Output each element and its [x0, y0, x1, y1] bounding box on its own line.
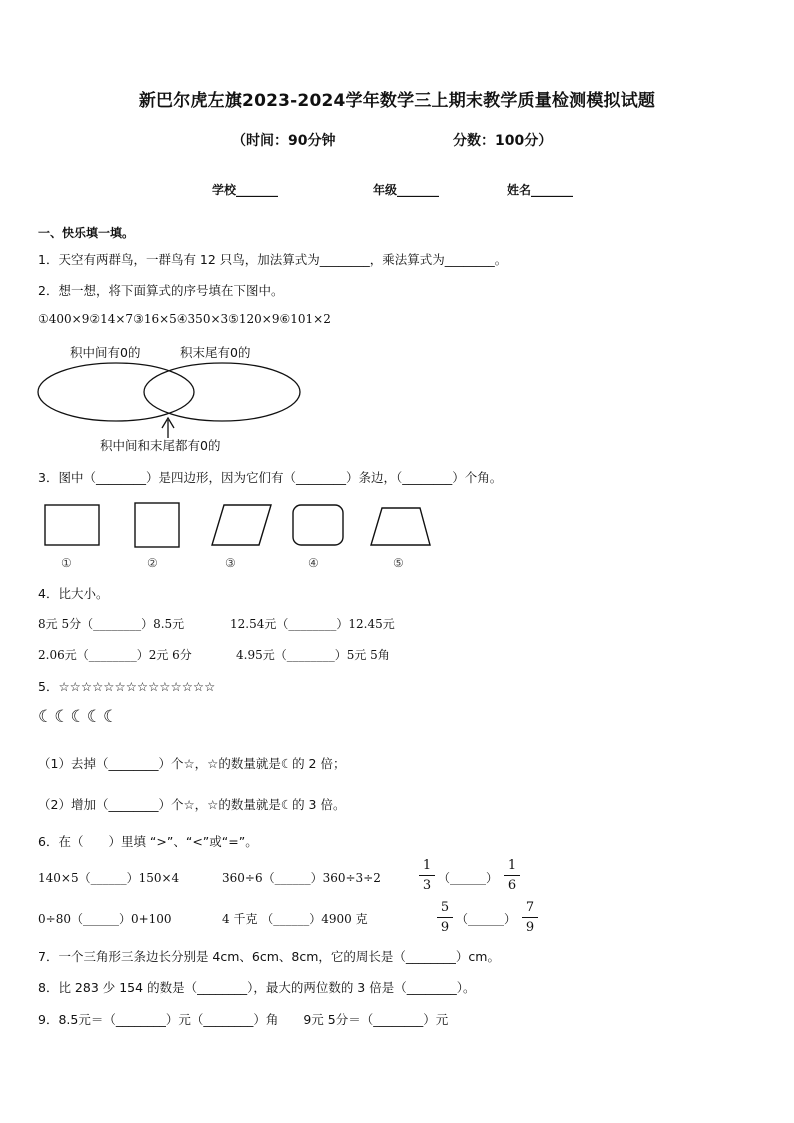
- shape-label-2: ②: [147, 556, 158, 570]
- moon-icons: ☾☾☾☾☾: [38, 707, 120, 727]
- question-9: 9．8.5元＝（________）元（________）角 9元 5分＝（________）元: [38, 1012, 449, 1027]
- q4-compare-1: 8元 5分（________）8.5元: [38, 617, 185, 631]
- shape-trapezoid: [371, 508, 430, 545]
- q4-compare-3: 2.06元（________）2元 6分: [38, 648, 192, 662]
- question-7: 7．一个三角形三条边长分别是 4cm、6cm、8cm，它的周长是（________）cm。: [38, 949, 500, 964]
- question-2-items: ①400×9②14×7③16×5④350×3⑤120×9⑥101×2: [38, 312, 331, 326]
- q6-compare-6-blank: （______）: [456, 912, 517, 926]
- question-1: 1．天空有两群鸟，一群鸟有 12 只鸟，加法算式为________，乘法算式为________。: [38, 252, 508, 267]
- shape-label-3: ③: [225, 556, 236, 570]
- q4-compare-4: 4.95元（________）5元 5角: [236, 648, 390, 662]
- shape-rounded-rectangle: [293, 505, 343, 545]
- shapes-figure: [40, 500, 440, 550]
- q4-compare-2: 12.54元（________）12.45元: [230, 617, 395, 631]
- question-8: 8．比 283 少 154 的数是（________），最大的两位数的 3 倍是（________）。: [38, 980, 476, 995]
- q6-fraction-1-3: 1 3: [419, 858, 435, 893]
- question-5-2: （2）增加（________）个☆，☆的数量就是☾的 3 倍。: [38, 797, 346, 812]
- venn-left-label: 积中间有0的: [70, 345, 141, 360]
- shape-square: [135, 503, 179, 547]
- question-2: 2．想一想，将下面算式的序号填在下图中。: [38, 283, 284, 298]
- q6-compare-2: 360÷6（______）360÷3÷2: [222, 871, 381, 885]
- shape-label-5: ⑤: [393, 556, 404, 570]
- venn-diagram: [30, 360, 320, 440]
- grade-field: 年级_______: [373, 183, 440, 197]
- question-3: 3．图中（________）是四边形，因为它们有（________）条边，（________）个角。: [38, 470, 503, 485]
- venn-left-ellipse: [38, 363, 194, 421]
- q6-fraction-5-9: 5 9: [437, 900, 453, 935]
- shape-label-4: ④: [308, 556, 319, 570]
- q6-compare-4: 0÷80（______）0+100: [38, 912, 172, 926]
- q6-fraction-1-6: 1 6: [504, 858, 520, 893]
- exam-time: （时间：90分钟: [232, 133, 336, 149]
- question-4: 4．比大小。: [38, 586, 109, 601]
- section-heading: 一、快乐填一填。: [38, 226, 135, 240]
- venn-right-ellipse: [144, 363, 300, 421]
- q6-fraction-7-9: 7 9: [522, 900, 538, 935]
- question-5-1: （1）去掉（________）个☆，☆的数量就是☾的 2 倍；: [38, 756, 346, 771]
- shape-rectangle: [45, 505, 99, 545]
- venn-right-label: 积末尾有0的: [180, 345, 251, 360]
- exam-score: 分数：100分）: [453, 133, 553, 149]
- question-5: 5．☆☆☆☆☆☆☆☆☆☆☆☆☆☆: [38, 679, 216, 694]
- q6-compare-3-blank: （______）: [438, 871, 499, 885]
- question-6: 6．在（ ）里填 “>”、“<”或“=”。: [38, 834, 258, 849]
- shape-label-1: ①: [61, 556, 72, 570]
- shape-parallelogram: [212, 505, 271, 545]
- q6-compare-5: 4 千克 （______）4900 克: [222, 912, 368, 926]
- page-title: 新巴尔虎左旗2023-2024学年数学三上期末教学质量检测模拟试题: [138, 91, 656, 111]
- q6-compare-1: 140×5（______）150×4: [38, 871, 180, 885]
- school-field: 学校_______: [212, 183, 279, 197]
- venn-bottom-label: 积中间和末尾都有0的: [100, 438, 221, 453]
- name-field: 姓名_______: [507, 183, 574, 197]
